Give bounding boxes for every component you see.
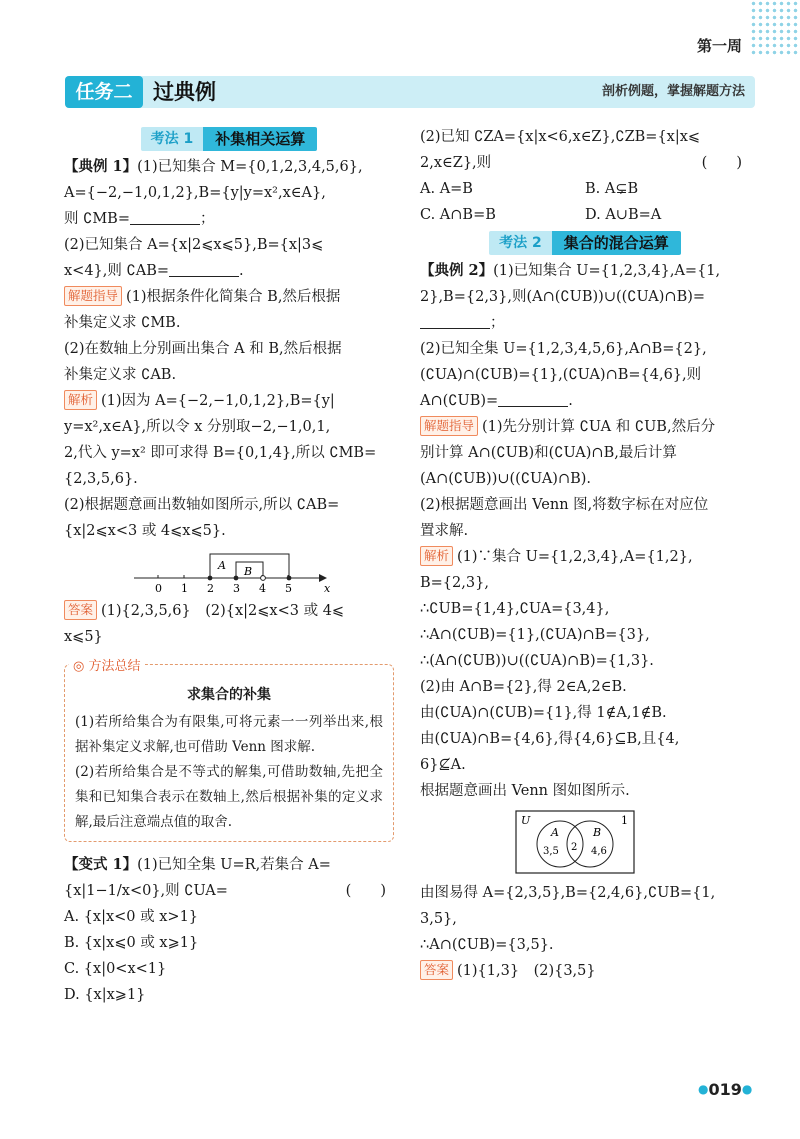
left-column: [64, 124, 394, 1008]
task-name: 过典例: [153, 80, 216, 104]
tick-label: 4: [259, 582, 266, 594]
option-a[interactable]: A. A=B: [420, 181, 473, 197]
topic-title: 补集相关运算: [203, 127, 317, 151]
outside-value: 1: [621, 814, 628, 827]
analysis-2: 解析 (1)∵集合 U={1,2,3,4},A={1,2}, B={2,3}, ∴∁UB={1,4},∁UA={3,4}, ∴A∩(∁UB)={1},(∁UA)∩B={3}, ∴(A∩(∁UB))∪((∁UA)∩B)={1,3}. (2)由 A∩B={2},得 2∈A,2∈B. 由(∁UA)∩(∁UB)={1},得 1∉A,1∉B. 由(∁UA)∩B={4,6},得{4,6}⊆B,且{4, 6}⊈A. 根据题意画出 Venn 图如图所示.: [420, 548, 693, 799]
endpoint-5: [287, 576, 292, 581]
task-tagline: 剖析例题，掌握解题方法: [601, 84, 745, 99]
options-row-1: [420, 176, 750, 202]
number-line-figure: [134, 550, 334, 594]
summary-item-2: (2)若所给集合是不等式的解集,可借助数轴,先把全集和已知集合表示在数轴上,然后根据补集的定义求解,最后注意端点值的取舍.: [75, 764, 383, 830]
endpoint-2: [208, 576, 213, 581]
set-b-label: B: [593, 826, 602, 839]
summary-title: 求集合的补集: [187, 687, 271, 703]
answer-blank[interactable]: [169, 262, 239, 277]
option-a[interactable]: A. {x|x<0 或 x>1}: [64, 909, 199, 925]
guide-label: 解题指导: [420, 416, 478, 436]
answer-paren: ( ): [701, 155, 742, 171]
option-d[interactable]: D. {x|x⩾1}: [64, 987, 146, 1003]
analysis-label: 解析: [420, 546, 453, 566]
a-only-values: 3,5: [543, 846, 559, 857]
example-2: 【典例 2】(1)已知集合 U={1,2,3,4},A={1, 2},B={2,3},则(A∩(∁UB))∪((∁UA)∩B)= ； (2)已知全集 U={1,2,3,4,5,6},A∩B={2}, (∁UA)∩(∁UB)={1},(∁UA)∩B={4,6},则 A∩(∁UB)= .: [420, 262, 721, 409]
example-1: 【典例 1】(1)已知集合 M={0,1,2,3,4,5,6}, A={−2,−1,0,1,2},B={y|y=x²,x∈A}, 则 ∁MB= ； (2)已知集合 A={x|2⩽x⩽5},B={x|3⩽ x<4},则 ∁AB= .: [64, 158, 363, 279]
set-a-label: A: [551, 826, 559, 839]
answer-blank[interactable]: [498, 392, 568, 407]
answer-blank[interactable]: [420, 314, 490, 329]
analysis-2-continued: 由图易得 A={2,3,5},B={2,4,6},∁UB={1, 3,5}, ∴A∩(∁UB)={3,5}.: [420, 885, 716, 953]
topic-2-header: [420, 231, 750, 255]
axis-label: x: [324, 582, 331, 594]
page-number: ●019●: [698, 1080, 753, 1099]
topic-1-header: [64, 127, 394, 151]
task-banner: [65, 76, 755, 108]
summary-item-1: (1)若所给集合为有限集,可将元素一一列举出来,根据补集定义求解,也可借助 Venn 图求解.: [75, 714, 383, 755]
method-summary-box: [64, 659, 394, 842]
universe-label: U: [521, 814, 531, 827]
venn-diagram: [515, 810, 635, 874]
variant-1: 【变式 1】(1)已知全集 U=R,若集合 A= {x|1−1/x<0},则 ∁UA= ( ) A. {x|x<0 或 x>1} B. {x|x⩽0 或 x⩾1} C. {x|0<x<1} D. {x|x⩾1}: [64, 856, 386, 1003]
tick-label: 5: [285, 582, 292, 594]
option-d[interactable]: D. A∪B=A: [585, 207, 662, 223]
options-row-2: [420, 202, 750, 228]
guide-label: 解题指导: [64, 286, 122, 306]
task-badge: 任务二: [65, 76, 143, 108]
answer-label: 答案: [64, 600, 97, 620]
tick-label: 3: [233, 582, 240, 594]
option-b[interactable]: B. {x|x⩽0 或 x⩾1}: [64, 935, 199, 951]
option-c[interactable]: C. {x|0<x<1}: [64, 961, 167, 977]
variant-1-q2: (2)已知 ∁ZA={x|x<6,x∈Z},∁ZB={x|x⩽ 2,x∈Z},则 ( ): [420, 124, 750, 176]
guide-1: 解题指导 (1)根据条件化简集合 B,然后根据 补集定义求 ∁MB. (2)在数轴上分别画出集合 A 和 B,然后根据 补集定义求 ∁AB.: [64, 288, 342, 383]
answer-1: 答案 (1){2,3,5,6} (2){x|2⩽x<3 或 4⩽ x⩽5}: [64, 602, 345, 645]
answer-2: 答案 (1){1,3} (2){3,5}: [420, 958, 750, 984]
set-a-label: A: [218, 559, 226, 572]
summary-head: ◎ 方法总结: [69, 654, 145, 679]
axis-arrow: [319, 574, 327, 582]
option-b[interactable]: B. A⊊B: [585, 181, 639, 197]
tick-label: 2: [207, 582, 214, 594]
answer-label: 答案: [420, 960, 453, 980]
intersection-value: 2: [571, 842, 578, 853]
right-column: [420, 124, 750, 984]
topic-tag: 考法 2: [489, 231, 552, 255]
endpoint-3: [234, 576, 239, 581]
summary-icon: ◎: [73, 659, 85, 674]
set-b-label: B: [244, 565, 253, 578]
answer-paren: ( ): [345, 883, 386, 899]
week-label: 第一周: [696, 37, 742, 55]
b-only-values: 4,6: [591, 846, 607, 857]
analysis-label: 解析: [64, 390, 97, 410]
page-dot-icon: ●: [741, 1082, 753, 1096]
analysis-1: 解析 (1)因为 A={−2,−1,0,1,2},B={y| y=x²,x∈A},所以令 x 分别取−2,−1,0,1, 2,代入 y=x² 即可求得 B={0,1,4},所以 ∁MB= {2,3,5,6}. (2)根据题意画出数轴如图所示,所以 ∁AB= {x|2⩽x<3 或 4⩽x⩽5}.: [64, 392, 377, 539]
tick-label: 1: [181, 582, 188, 594]
answer-blank[interactable]: [130, 210, 200, 225]
tick-label: 0: [155, 582, 162, 594]
option-c[interactable]: C. A∩B=B: [420, 207, 496, 223]
guide-2: 解题指导 (1)先分别计算 ∁UA 和 ∁UB,然后分 别计算 A∩(∁UB)和(∁UA)∩B,最后计算 (A∩(∁UB))∪((∁UA)∩B). (2)根据题意画出 Venn 图,将数字标在对应位 置求解.: [420, 418, 716, 539]
endpoint-4: [261, 576, 266, 581]
decorative-dots: [750, 0, 800, 55]
topic-tag: 考法 1: [141, 127, 204, 151]
topic-title: 集合的混合运算: [552, 231, 681, 255]
page-dot-icon: ●: [698, 1082, 709, 1096]
